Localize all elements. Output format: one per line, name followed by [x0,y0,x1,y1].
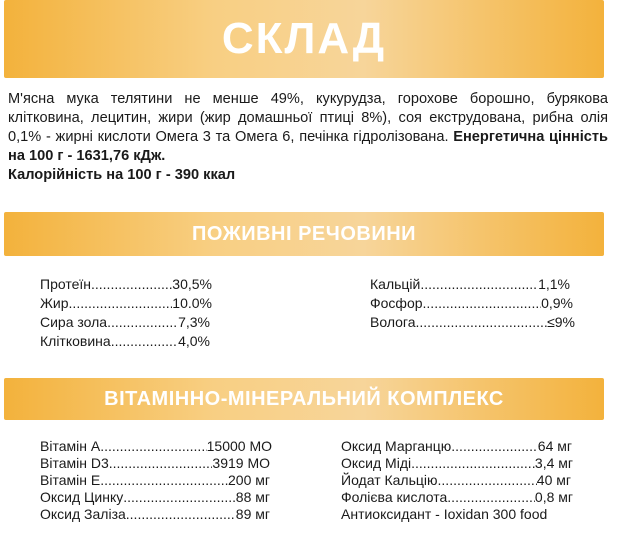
list-item [40,438,272,455]
nutrient-value: 10.0% [172,295,212,311]
vitamins-right-list [341,438,573,523]
list-item [370,313,575,332]
nutrient-value: 4,0% [178,333,210,349]
nutrient-label: Клітковина [40,333,111,349]
list-item [341,455,573,472]
vitamin-value: 200 мг [228,472,270,488]
list-item [40,506,270,523]
nutrients-right-list [370,275,575,332]
leader-dots [411,455,535,472]
nutrient-label: Протеїн [40,276,91,292]
leader-dots [126,506,236,523]
vitamin-value: 15000 МО [206,438,272,454]
vitamin-label: Вітамін А [40,438,101,454]
composition-text [8,90,608,185]
vitamin-label: Фолієва кислота [341,489,448,505]
nutrients-heading: ПОЖИВНІ РЕЧОВИНИ [191,223,417,245]
leader-dots [109,455,213,472]
list-item [40,313,210,332]
list-item [370,294,573,313]
list-item [341,472,571,489]
nutrient-label: Фосфор [370,295,423,311]
vitamin-value: 89 мг [235,506,270,522]
nutrient-label: Кальцій [370,276,421,292]
vitamin-label: Антиоксидант - Ioxidan 300 food [341,506,548,522]
vitamins-heading: ВІТАМІННО-МІНЕРАЛЬНИЙ КОМПЛЕКС [104,388,504,410]
list-item [341,506,581,523]
leader-dots [100,438,206,455]
vitamin-value: 3919 МО [212,455,270,471]
composition-ingredients: М'ясна мука телятини не менше 49%, кукурудза, горохове борошно, бурякова клітковина, лецитин, жири (жир домашньої птиці 8%), соя екструдована, рибна олія 0,1% - жирні кислоти Омега 3 та Омега 6, печінка гідролізована. [8,91,608,145]
leader-dots [438,472,537,489]
leader-dots [123,489,236,506]
nutrient-label: Жир [40,295,69,311]
list-item [341,489,573,506]
leader-dots [107,313,178,332]
page-title: СКЛАД [221,14,387,63]
nutrient-value: 0,9% [541,295,573,311]
leader-dots [100,472,228,489]
leader-dots [423,294,542,313]
vitamin-value: 64 мг [537,438,572,454]
vitamin-label: Оксид Цинку [40,489,124,505]
nutrients-left-list [40,275,212,351]
nutrient-label: Волога [370,314,416,330]
vitamin-value: 88 мг [235,489,270,505]
vitamin-label: Вітамін D3 [40,455,109,471]
title-banner [4,0,604,78]
leader-dots [69,294,173,313]
leader-dots [416,313,548,332]
vitamins-banner [4,378,604,420]
vitamin-label: Оксид Марганцю [341,438,452,454]
energy-value: Енергетична цінність на 100 г - 1631,76 кДж. [8,129,608,164]
list-item [40,275,212,294]
nutrient-value: ≤9% [547,314,575,330]
leader-dots [447,489,535,506]
list-item [40,472,270,489]
leader-dots [111,332,178,351]
nutrient-label: Сира зола [40,314,108,330]
vitamin-label: Йодат Кальцію [341,472,438,488]
leader-dots [91,275,172,294]
vitamin-label: Оксид Заліза [40,506,126,522]
vitamin-label: Оксид Міді [341,455,412,471]
vitamins-left-list [40,438,272,523]
list-item [40,455,270,472]
nutrients-banner [4,212,604,256]
leader-dots [451,438,538,455]
vitamin-value: 3,4 мг [534,455,573,471]
list-item [40,294,212,313]
nutrient-value: 1,1% [538,276,570,292]
list-item [40,332,210,351]
vitamin-label: Вітамін Е [40,472,101,488]
nutrient-value: 7,3% [178,314,210,330]
vitamin-value: 0,8 мг [534,489,573,505]
calories-value: Калорійність на 100 г - 390 ккал [8,167,236,183]
list-item [341,438,572,455]
list-item [40,489,270,506]
leader-dots [420,275,538,294]
nutrient-value: 30,5% [172,276,212,292]
vitamin-value: 40 мг [536,472,571,488]
list-item [370,275,570,294]
